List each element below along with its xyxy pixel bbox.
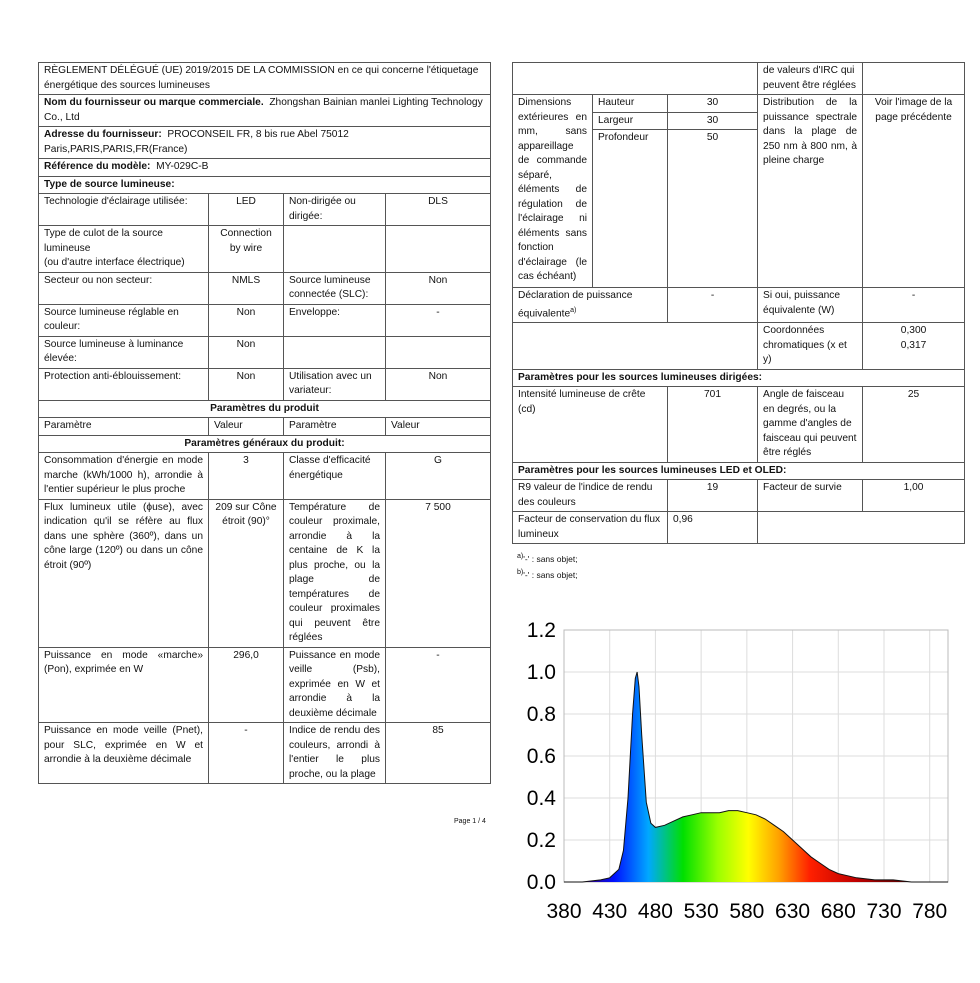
led-heading: Paramètres pour les sources lumineuses LED et OLED: — [513, 462, 965, 480]
page-number: Page 1 / 4 — [454, 818, 486, 825]
regulation-title: RÈGLEMENT DÉLÉGUÉ (UE) 2019/2015 DE LA COMMISSION en ce qui concerne l'étiquetage énergétique des sources lumineuses — [39, 63, 491, 95]
y-tick-2: 0.4 — [526, 787, 556, 810]
footnote-b-text: '-' : sans objet; — [523, 569, 578, 580]
depth-label: Profondeur — [593, 130, 668, 288]
x-tick-6: 680 — [820, 900, 856, 923]
y-tick-6: 1.2 — [526, 619, 556, 642]
peak-intensity-value: 701 — [668, 387, 758, 463]
mains-value: NMLS — [209, 272, 284, 304]
cct-label: Température de couleur proximale, arrondie à la centaine de K la plus proche, ou la plage de températures de couleur proximales qui peuvent être réglées — [284, 499, 386, 647]
class-label: Classe d'efficacité énergétique — [284, 453, 386, 500]
equiv-power-label: Si oui, puissance équivalente (W) — [758, 288, 863, 323]
y-tick-4: 0.8 — [526, 703, 556, 726]
tech-value: LED — [209, 194, 284, 226]
envelope-label: Enveloppe: — [284, 304, 386, 336]
flux-label: Flux lumineux utile (ϕuse), avec indication qu'il se réfère au flux dans une sphère (360º), dans un cône large (120º) ou dans un cône étroit (90º) — [39, 499, 209, 647]
peak-intensity-label: Intensité lumineuse de crête (cd) — [513, 387, 668, 463]
supplier-row — [39, 95, 491, 127]
footnote-a — [517, 551, 578, 565]
standby-label: Puissance en mode veille (Psb), exprimée en W et arrondie à la deuxième décimale — [284, 647, 386, 723]
width-value: 30 — [668, 112, 758, 130]
address-value: PROCONSEIL FR, 8 bis rue Abel 75012 Paris,PARIS,PARIS,FR(France) — [44, 129, 349, 155]
power-on-value: 296,0 — [209, 647, 284, 723]
x-tick-2: 480 — [637, 900, 673, 923]
spd-label: Distribution de la puissance spectrale dans la plage de 250 nm à 800 nm, à pleine charge — [758, 95, 863, 288]
spectrum-chart — [520, 612, 960, 932]
x-tick-4: 580 — [729, 900, 765, 923]
y-tick-1: 0.2 — [526, 829, 556, 852]
r9-label: R9 valeur de l'indice de rendu des couleurs — [513, 480, 668, 512]
y-tick-5: 1.0 — [526, 661, 556, 684]
beam-angle-value: 25 — [863, 387, 965, 463]
luminance-value: Non — [209, 336, 284, 368]
height-value: 30 — [668, 95, 758, 113]
x-tick-0: 380 — [546, 900, 582, 923]
footnote-b-mark: b) — [517, 568, 524, 576]
col-param: Paramètre — [39, 418, 209, 436]
class-value: G — [386, 453, 491, 500]
luminance-label: Source lumineuse à luminance élevée: — [39, 336, 209, 368]
dimensions-label: Dimensions extérieures en mm, sans appareillage de commande séparé, éléments de régulation de l'éclairage ni éléments sans fonction d'éclairage (le cas échéant) — [513, 95, 593, 288]
survival-label: Facteur de survie — [758, 480, 863, 512]
directional-heading: Paramètres pour les sources lumineuses dirigées: — [513, 369, 965, 387]
mains-label: Secteur ou non secteur: — [39, 272, 209, 304]
directional-value: DLS — [386, 194, 491, 226]
y-tick-labels — [527, 619, 557, 894]
y-tick-0: 0.0 — [526, 871, 556, 894]
net-standby-value: - — [209, 723, 284, 784]
dimmer-value: Non — [386, 368, 491, 400]
survival-value: 1,00 — [863, 480, 965, 512]
colour-value: Non — [209, 304, 284, 336]
model-row — [39, 159, 491, 177]
equiv-label-cell — [513, 288, 668, 323]
chroma-values — [863, 323, 965, 370]
col-param2: Paramètre — [284, 418, 386, 436]
supplier-value: Zhongshan Bainian manlei Lighting Technology Co., Ltd — [44, 97, 483, 123]
col-value: Valeur — [209, 418, 284, 436]
flux-value: 209 sur Cône étroit (90)° — [209, 499, 284, 647]
x-tick-7: 730 — [866, 900, 902, 923]
equiv-power-value: - — [863, 288, 965, 323]
glare-label: Protection anti-éblouissement: — [39, 368, 209, 400]
depth-value: 50 — [668, 130, 758, 288]
cap-label: Type de culot de la source lumineuse (ou d'autre interface électrique) — [39, 226, 209, 273]
address-row — [39, 127, 491, 159]
footnote-a-text: '-' : sans objet; — [523, 553, 578, 564]
x-tick-3: 530 — [683, 900, 719, 923]
chroma-label: Coordonnées chromatiques (x et y) — [758, 323, 863, 370]
height-label: Hauteur — [593, 95, 668, 113]
consumption-label: Consommation d'énergie en mode marche (kWh/1000 h), arrondie à l'entier supérieur le plus proche — [39, 453, 209, 500]
width-label: Largeur — [593, 112, 668, 130]
maintenance-label: Facteur de conservation du flux lumineux — [513, 512, 668, 544]
footnote-b — [517, 567, 578, 581]
glare-value: Non — [209, 368, 284, 400]
product-params-heading: Paramètres du produit — [39, 400, 491, 418]
slc-label: Source lumineuse connectée (SLC): — [284, 272, 386, 304]
beam-angle-label: Angle de faisceau en degrés, ou la gamme d'angles de faisceau qui peuvent être réglés — [758, 387, 863, 463]
right-product-table — [512, 62, 965, 544]
model-label: Référence du modèle: — [44, 161, 151, 172]
equiv-label: Déclaration de puissance équivalente — [518, 290, 633, 319]
cri-label: Indice de rendu des couleurs, arrondi à l'entier le plus proche, ou la plage — [284, 723, 386, 784]
slc-value: Non — [386, 272, 491, 304]
maintenance-value: 0,96 — [668, 512, 758, 544]
equiv-sup: a) — [570, 306, 577, 314]
left-product-table — [38, 62, 491, 784]
address-label: Adresse du fournisseur: — [44, 129, 162, 140]
tech-label: Technologie d'éclairage utilisée: — [39, 194, 209, 226]
x-tick-5: 630 — [775, 900, 811, 923]
footnote-a-mark: a) — [517, 552, 524, 560]
cct-value: 7 500 — [386, 499, 491, 647]
x-tick-labels — [546, 900, 947, 923]
x-tick-1: 430 — [592, 900, 628, 923]
supplier-label: Nom du fournisseur ou marque commerciale. — [44, 97, 264, 108]
source-type-heading: Type de source lumineuse: — [39, 176, 491, 194]
chroma-y: 0,317 — [900, 339, 927, 351]
irc-continued: de valeurs d'IRC qui peuvent être réglées — [758, 63, 863, 95]
cri-value: 85 — [386, 723, 491, 784]
colour-label: Source lumineuse réglable en couleur: — [39, 304, 209, 336]
col-value2: Valeur — [386, 418, 491, 436]
net-standby-label: Puissance en mode veille (Pnet), pour SLC, exprimée en W et arrondie à la deuxième décimale — [39, 723, 209, 784]
spd-value: Voir l'image de la page précédente — [863, 95, 965, 288]
y-tick-3: 0.6 — [526, 745, 556, 768]
r9-value: 19 — [668, 480, 758, 512]
standby-value: - — [386, 647, 491, 723]
model-value: MY-029C-B — [156, 161, 209, 172]
equiv-value: - — [668, 288, 758, 323]
envelope-value: - — [386, 304, 491, 336]
spectrum-area — [564, 672, 948, 882]
x-tick-8: 780 — [912, 900, 948, 923]
chroma-x: 0,300 — [900, 325, 927, 337]
dimmer-label: Utilisation avec un variateur: — [284, 368, 386, 400]
power-on-label: Puissance en mode «marche» (Pon), exprimée en W — [39, 647, 209, 723]
general-params-heading: Paramètres généraux du produit: — [39, 435, 491, 453]
cap-value: Connection by wire — [209, 226, 284, 273]
consumption-value: 3 — [209, 453, 284, 500]
directional-label: Non-dirigée ou dirigée: — [284, 194, 386, 226]
